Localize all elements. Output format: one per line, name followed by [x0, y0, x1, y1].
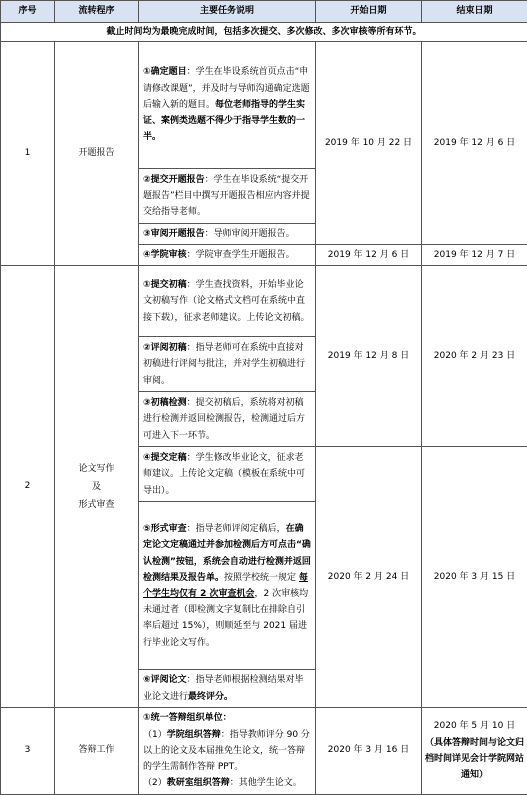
- task-emphasis: 每位老师指导的学生实证、案例类选题不得少于指导学生数的一半。: [143, 100, 305, 142]
- task-heading: ③初稿检测: [143, 398, 187, 408]
- task-heading: ①确定题目: [143, 67, 187, 77]
- stage-name: 答辩工作: [55, 707, 139, 794]
- header-row: [1, 1, 527, 23]
- stage-name: 开题报告: [55, 42, 139, 266]
- start-date: 2019 年 10 月 22 日: [316, 42, 422, 245]
- task-text: ：学生查找资料，开始毕业论文初稿写作（论文格式文档可在系统中直接下载），征求老师建议。上传论文初稿。: [143, 280, 310, 322]
- task-text: ：指导教师评分 90 分以上的论文及本届推免生论文，统一答辩的学生需制作答辩 PPT。: [143, 730, 310, 772]
- task-cell: [139, 447, 316, 502]
- end-date-value: 2020 年 5 月 10 日: [422, 718, 527, 735]
- row-index: 2: [1, 266, 55, 707]
- task-text: （2）: [143, 778, 167, 788]
- stage-name: [55, 266, 139, 707]
- start-date: 2019 年 12 月 8 日: [316, 266, 422, 447]
- task-heading: ②评阅初稿: [143, 343, 187, 353]
- stage-line: 论文写作: [55, 460, 138, 478]
- end-date: [422, 707, 527, 794]
- end-date-note: （具体答辩时间与论文归档时间详见会计学院网站通知）: [422, 735, 527, 783]
- task-text: ：导师审阅开题报告。: [205, 229, 295, 239]
- task-emphasis: 在确定论文定稿通过并参加检测后方可点击“确认检测”按钮，系统会自动进行检测并返回检测结果及报告单。: [143, 524, 311, 583]
- task-heading: ④提交定稿: [143, 453, 187, 463]
- table-row: [1, 266, 527, 337]
- task-cell: [139, 266, 316, 337]
- task-cell: [139, 337, 316, 392]
- deadline-notice: 截止时间均为最晚完成时间，包括多次提交、多次修改、多次审核等所有环节。: [1, 23, 527, 42]
- task-emphasis: 教研室组织答辩: [167, 778, 230, 788]
- task-text: 按照学校统一规定: [224, 573, 299, 583]
- task-text: ，2 次审核均未通过者（即检测文字复制比在排除自引率后超过 15%），则顺延至与 2021 届进行毕业论文写作。: [143, 589, 308, 648]
- task-cell: [139, 670, 316, 707]
- task-heading: ①统一答辩组织单位：: [143, 713, 232, 723]
- task-text: ：其他学生论文。: [230, 778, 302, 788]
- row-index: 1: [1, 42, 55, 266]
- notice-row: [1, 23, 527, 42]
- start-date: 2020 年 2 月 24 日: [316, 447, 422, 707]
- task-emphasis: 最终评分。: [188, 692, 233, 702]
- task-cell: [139, 224, 316, 245]
- task-text: ：提交初稿后，系统将对初稿进行检测并返回检测报告，检测通过后方可进入下一环节。: [143, 398, 305, 440]
- header-procedure: 流转程序: [55, 1, 139, 23]
- end-date: 2020 年 2 月 23 日: [422, 266, 527, 447]
- task-heading: ④学院审核: [143, 250, 187, 260]
- stage-line: 形式审查: [55, 496, 138, 514]
- task-heading: ①提交初稿: [143, 280, 187, 290]
- end-date: 2019 年 12 月 7 日: [422, 245, 527, 266]
- task-heading: ⑤形式审查: [143, 524, 187, 534]
- table-row: [1, 707, 527, 794]
- task-text: （1）: [143, 730, 167, 740]
- end-date: 2019 年 12 月 6 日: [422, 42, 527, 245]
- end-date: 2020 年 3 月 15 日: [422, 447, 527, 707]
- header-end-date: 结束日期: [422, 1, 527, 23]
- task-text: ：学生在毕设系统“提交开题报告”栏目中撰写开题报告相应内容并提交给指导老师。: [143, 175, 310, 217]
- header-start-date: 开始日期: [316, 1, 422, 23]
- task-cell: [139, 392, 316, 447]
- stage-line: 及: [55, 478, 138, 496]
- task-text: ：指导老师可在系统中直接对初稿进行评阅与批注，并对学生初稿进行审阅。: [143, 343, 305, 385]
- task-heading: ②提交开题报告: [143, 175, 205, 185]
- table-row: [1, 42, 527, 169]
- task-cell: [139, 245, 316, 266]
- task-text: ：学院审查学生开题报告。: [187, 250, 295, 260]
- task-text: ：学生修改毕业论文，征求老师建议。上传论文定稿（模板在系统中可导出）。: [143, 453, 305, 495]
- start-date: 2020 年 3 月 16 日: [316, 707, 422, 794]
- task-emphasis: 学院组织答辩: [167, 730, 221, 740]
- task-emphasis-underlined: 每个学生均仅有 2 次审查机会: [143, 573, 308, 599]
- task-text: ：指导老师评阅定稿后，: [187, 524, 286, 534]
- task-cell: [139, 707, 316, 794]
- task-cell: [139, 42, 316, 169]
- task-text: ：学生在毕设系统首页点击“申请修改课题”，并及时与导师沟通确定选题后输入新的题目。: [143, 67, 310, 109]
- row-index: 3: [1, 707, 55, 794]
- task-cell: [139, 169, 316, 224]
- header-task: 主要任务说明: [139, 1, 316, 23]
- task-cell: [139, 502, 316, 670]
- header-index: 序号: [1, 1, 55, 23]
- task-text: ：指导老师根据检测结果对毕业论文进行: [143, 675, 304, 701]
- start-date: 2019 年 12 月 6 日: [316, 245, 422, 266]
- task-heading: ③审阅开题报告: [143, 229, 205, 239]
- task-heading: ⑥评阅论文: [143, 675, 187, 685]
